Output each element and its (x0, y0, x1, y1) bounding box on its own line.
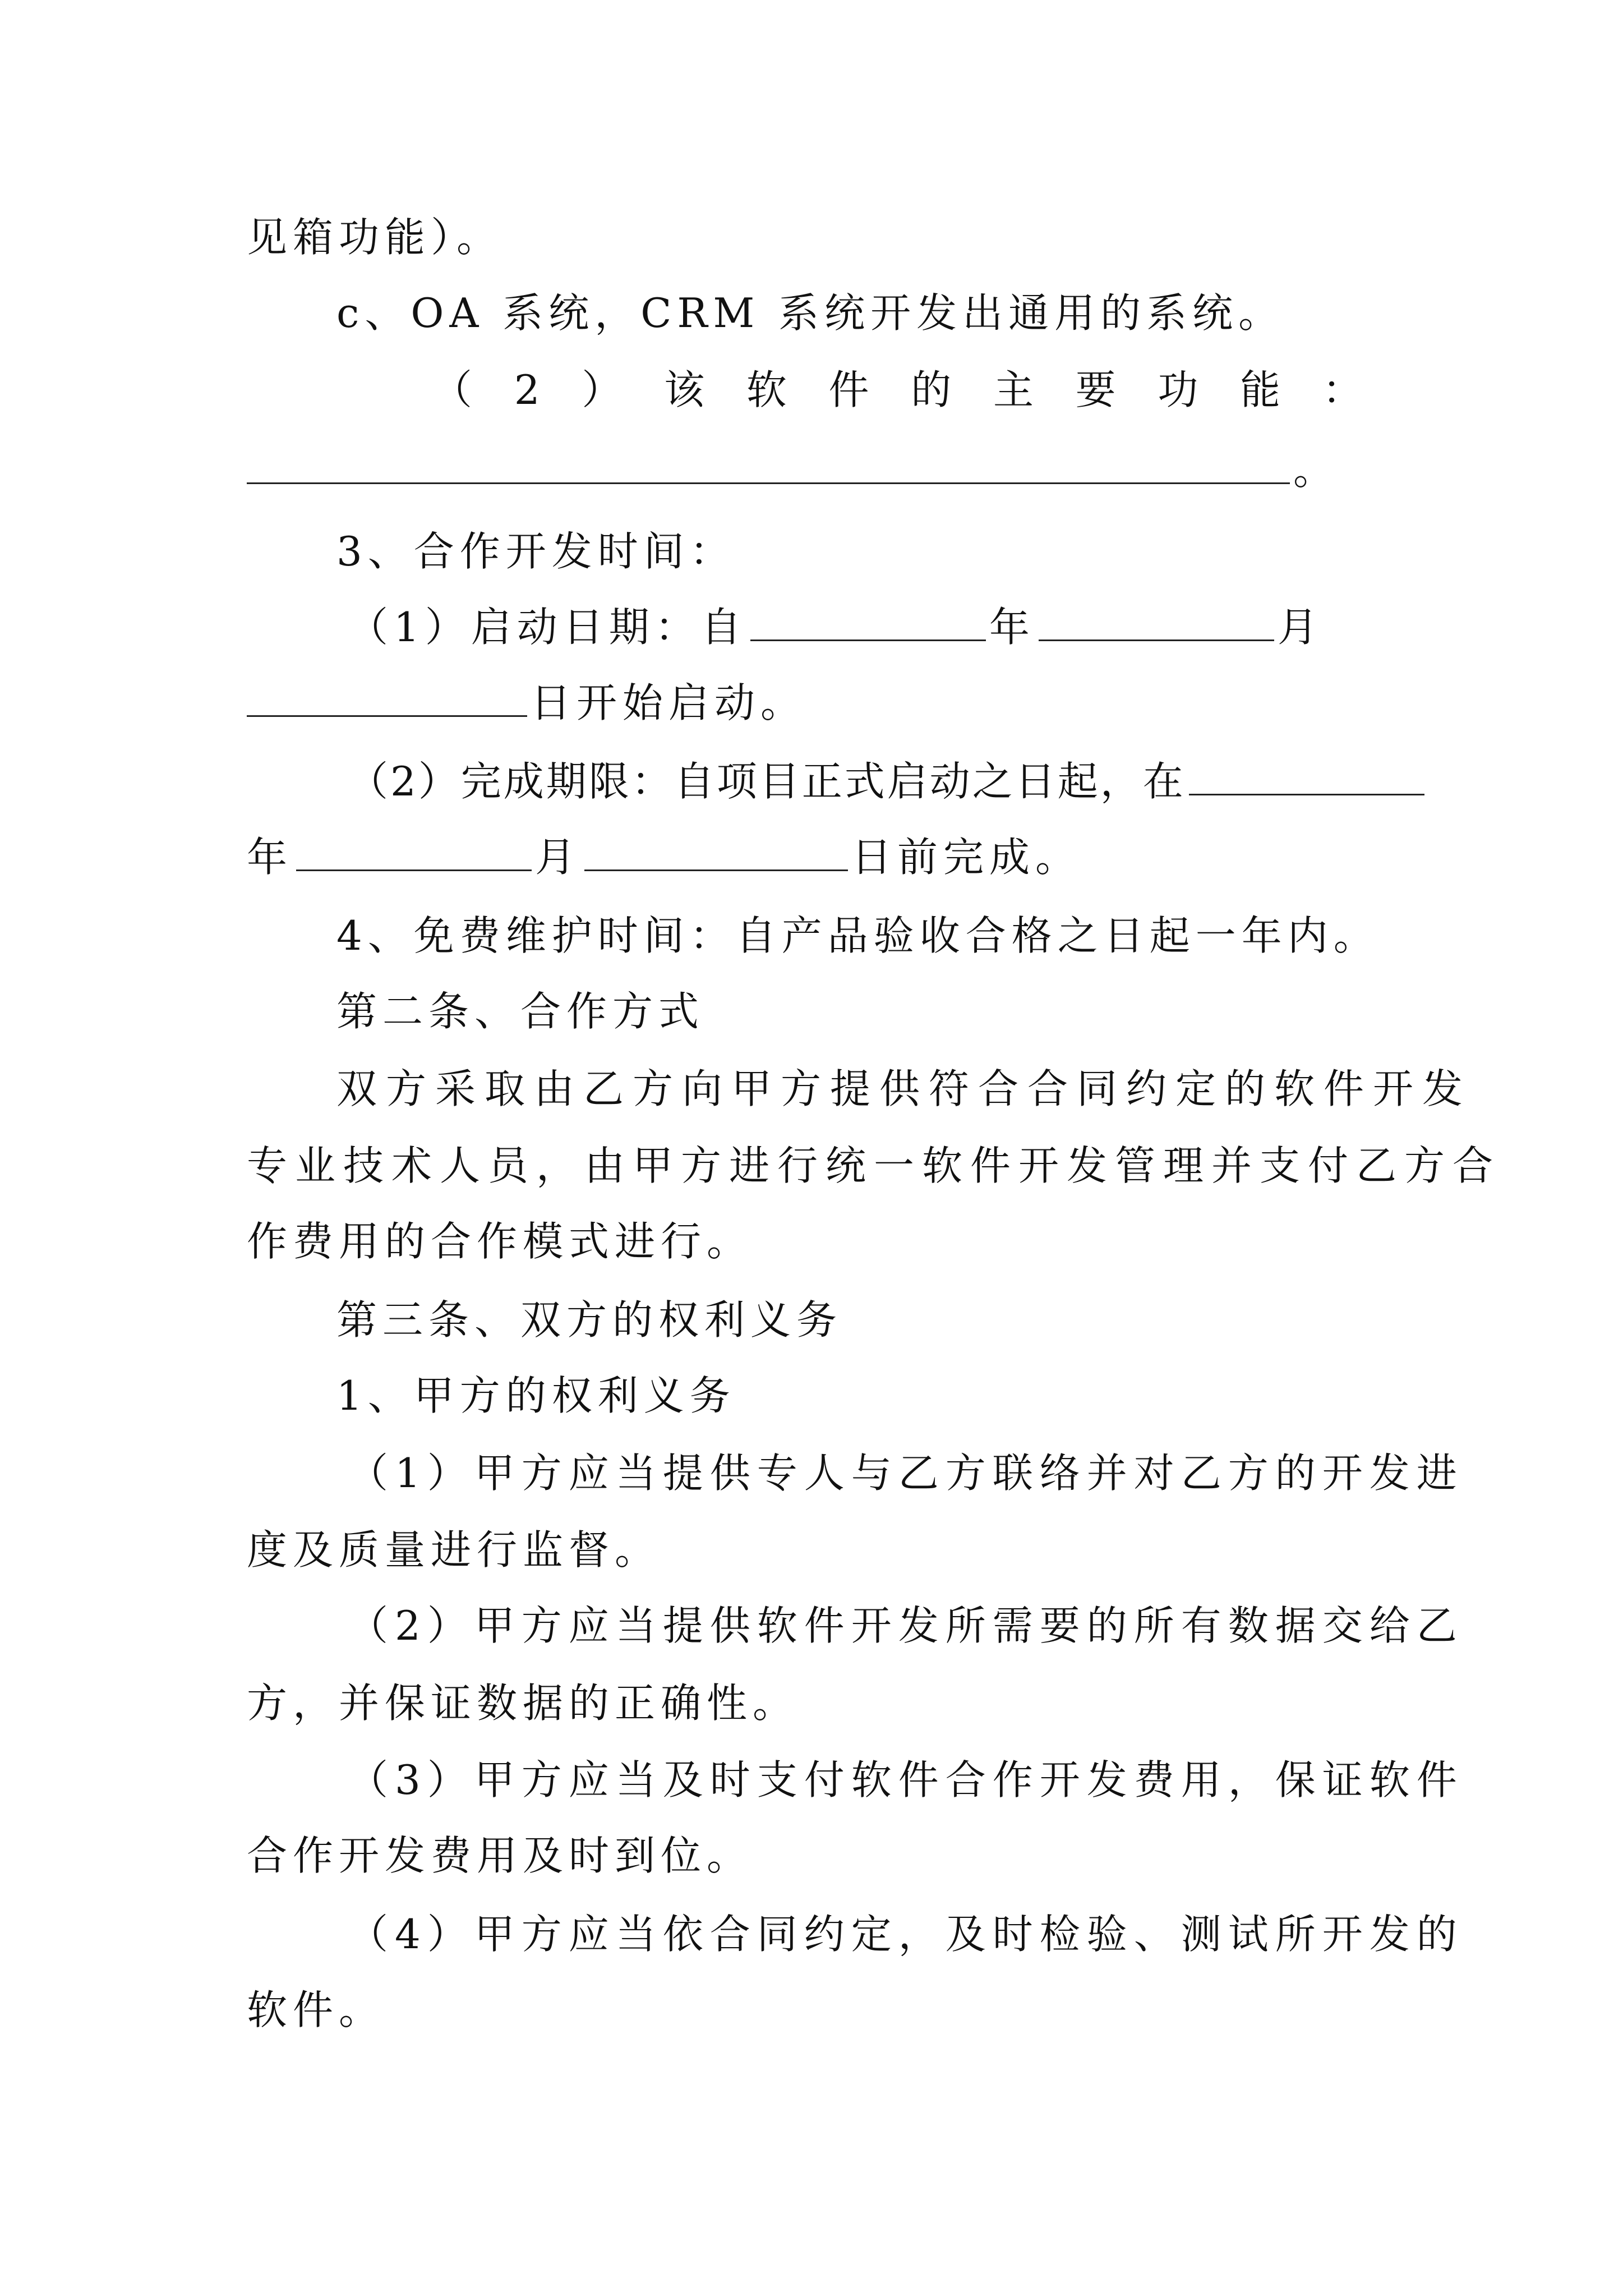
year-blank (750, 600, 986, 641)
text-line: （1）甲方应当提供专人与乙方联络并对乙方的开发进 (348, 1450, 1464, 1497)
text-line: 见箱功能）。 (247, 214, 503, 261)
text-line: 度及质量进行监督。 (247, 1526, 661, 1573)
text-line: （2）甲方应当提供软件开发所需要的所有数据交给乙 (348, 1602, 1464, 1649)
fill-blank (247, 443, 1290, 484)
text-line: 1、甲方的权利义务 (336, 1372, 736, 1419)
text-segment: 年 (989, 604, 1035, 651)
month-blank (1039, 600, 1274, 641)
text-line: （3）甲方应当及时支付软件合作开发费用，保证软件 (348, 1756, 1464, 1803)
text-line-spread (432, 363, 1363, 417)
text-line (348, 600, 1391, 654)
text-line (348, 754, 1391, 808)
section-heading: 第二条、合作方式 (336, 988, 705, 1035)
char: 该 (664, 366, 705, 413)
char: 软 (746, 366, 787, 413)
text-segment: 日开始启动。 (531, 679, 807, 726)
char: （ (432, 366, 473, 413)
text-segment: （2）完成期限：自项目正式启动之日起，在 (348, 758, 1186, 805)
text-line: 作费用的合作模式进行。 (247, 1218, 753, 1265)
char: ） (582, 366, 623, 413)
text-line (247, 676, 1391, 730)
char: 功 (1158, 366, 1198, 413)
text-segment: （1）启动日期：自 (348, 604, 747, 651)
text-segment: 月 (1277, 604, 1324, 651)
char: 能 (1240, 366, 1281, 413)
text-segment: 日前完成。 (851, 834, 1082, 881)
char: 件 (828, 366, 869, 413)
text-line: （4）甲方应当依合同约定，及时检验、测试所开发的 (348, 1911, 1464, 1958)
char: 要 (1075, 366, 1116, 413)
month-blank (296, 830, 532, 871)
char: 2 (514, 366, 540, 413)
text-line: 专业技术人员，由甲方进行统一软件开发管理并支付乙方合 (247, 1142, 1501, 1189)
period: 。 (1293, 447, 1340, 494)
day-blank (584, 830, 848, 871)
char: 主 (993, 366, 1034, 413)
day-blank (247, 676, 527, 717)
text-line (247, 830, 1391, 884)
text-line: 软件。 (247, 1986, 385, 2033)
char: 的 (911, 366, 952, 413)
year-blank (1189, 754, 1424, 795)
text-segment: 年 (247, 834, 293, 881)
text-line: 方，并保证数据的正确性。 (247, 1680, 799, 1727)
text-line: 3、合作开发时间： (336, 528, 736, 575)
text-line (247, 443, 1391, 497)
char: ： (1322, 366, 1363, 413)
text-line: c、OA 系统，CRM 系统开发出通用的系统。 (336, 289, 1285, 337)
section-heading: 第三条、双方的权利义务 (336, 1296, 843, 1343)
text-line: 双方采取由乙方向甲方提供符合合同约定的软件开发 (336, 1065, 1472, 1112)
text-segment: 月 (535, 834, 582, 881)
text-line: 合作开发费用及时到位。 (247, 1832, 753, 1879)
text-line: 4、免费维护时间：自产品验收合格之日起一年内。 (336, 912, 1380, 959)
